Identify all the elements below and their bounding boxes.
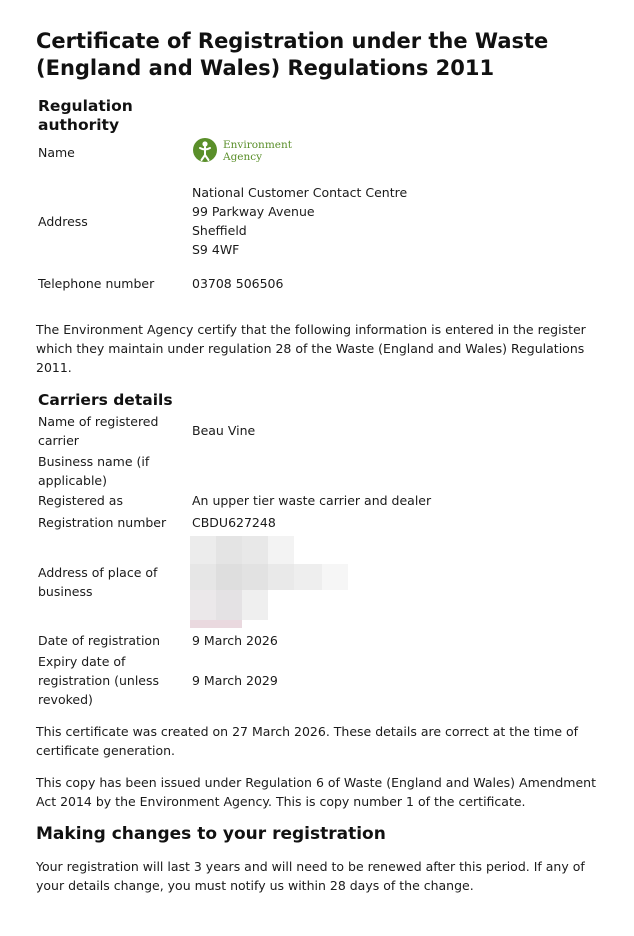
date-of-registration-value: 9 March 2026 [192,633,278,648]
registration-number-label: Registration number [38,515,167,530]
environment-agency-logo-icon [192,136,218,164]
business-address-label: Address of place of business [38,565,158,599]
business-name-label: Business name (if applicable) [38,454,150,488]
expiry-date-label: Expiry date of registration (unless revoked) [38,654,160,707]
created-paragraph: This certificate was created on 27 March 2026. These details are correct at the time of certificate generation. [36,724,579,758]
registered-as-label: Registered as [38,493,123,508]
name-label: Name [38,145,75,160]
making-changes-heading: Making changes to your registration [36,824,386,844]
address-line: Sheffield [192,223,247,238]
telephone-value: 03708 506506 [192,276,284,291]
expiry-date-value: 9 March 2029 [192,673,278,688]
address-line: National Customer Contact Centre [192,185,408,200]
regulation-authority-heading: Regulation authority [38,97,133,134]
page-title: Certificate of Registration under the Waste (England and Wales) Regulations 2011 [36,29,549,80]
authority-address [192,183,407,259]
address-line: 99 Parkway Avenue [192,204,315,219]
logo-text-line-2: Agency [223,151,263,163]
registered-as-value: An upper tier waste carrier and dealer [192,493,432,508]
certify-paragraph: The Environment Agency certify that the following information is entered in the register which they maintain under regulation 28 of the Waste (England and Wales) Regulations 2011. [36,322,586,375]
address-label: Address [38,214,88,229]
registration-number-value: CBDU627248 [192,515,276,530]
carrier-name-value: Beau Vine [192,423,256,438]
copy-paragraph: This copy has been issued under Regulation 6 of Waste (England and Wales) Amendment Act 2014 by the Environment Agency. This is copy number 1 of the certificate. [36,775,596,809]
carrier-name-label: Name of registered carrier [38,414,159,448]
date-of-registration-label: Date of registration [38,633,160,648]
logo-text-line-1: Environment [223,139,292,151]
making-changes-paragraph: Your registration will last 3 years and will need to be renewed after this period. If any of your details change, you must notify us within 28 days of the change. [36,859,585,893]
carriers-details-heading: Carriers details [38,391,173,409]
address-line: S9 4WF [192,242,240,257]
telephone-label: Telephone number [38,276,155,291]
environment-agency-logo [192,136,302,168]
